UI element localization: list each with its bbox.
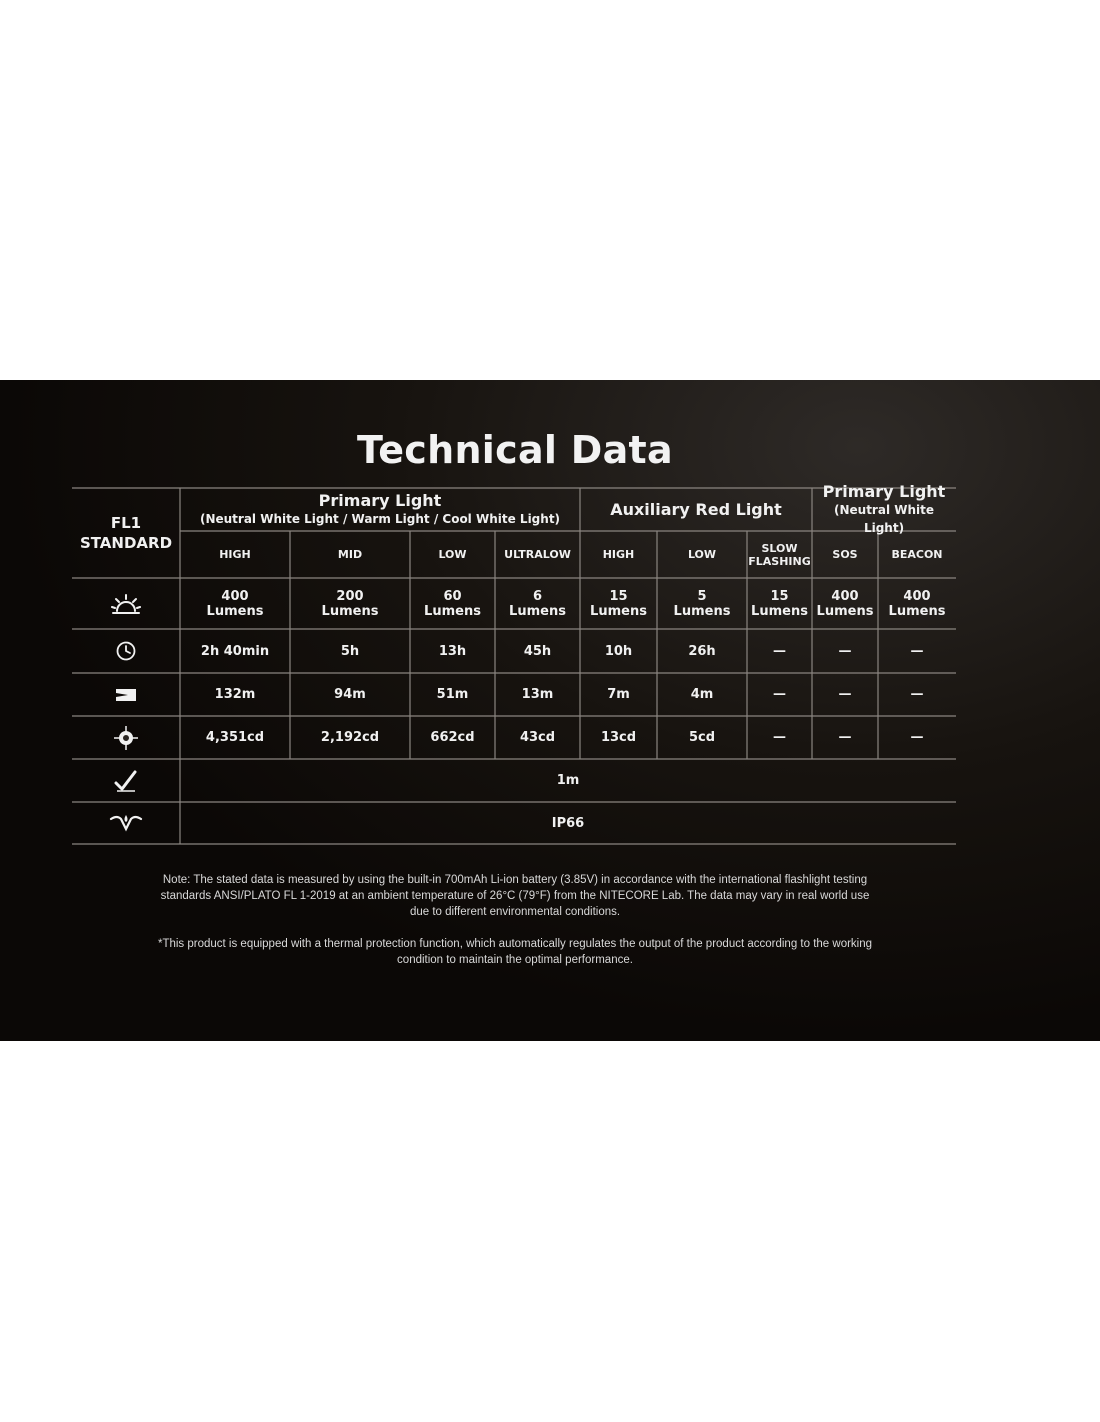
group-subtitle: (Neutral White Light)	[833, 502, 935, 535]
waterproof-icon	[72, 802, 180, 844]
table-cell: —	[910, 687, 924, 702]
thermal-protection-note: *This product is equipped with a thermal protection function, which automatically regulates the output of the product according to the working condition to maintain the optimal performance.	[157, 938, 873, 966]
table-cell: 400 Lumens	[206, 588, 264, 619]
table-cell: 200 Lumens	[321, 588, 379, 619]
waterproof-rating-value: IP66	[551, 815, 585, 831]
table-cell: 26h	[688, 643, 716, 659]
brightness-icon	[72, 578, 180, 629]
table-cell: 132m	[214, 687, 256, 702]
mode-header-ultralow: ULTRALOW	[504, 548, 571, 561]
mode-header-beacon: BEACON	[891, 548, 943, 561]
impact-resistance-value: 1m	[556, 773, 580, 788]
table-cell: 5h	[340, 643, 360, 659]
table-cell: —	[773, 687, 786, 702]
model-header	[72, 488, 180, 578]
table-cell: 13h	[438, 643, 467, 659]
table-cell: 15 Lumens	[751, 588, 808, 619]
group-header-primary-light-neutral	[812, 481, 956, 535]
table-cell: 51m	[436, 687, 469, 702]
mode-header-red-high: HIGH	[602, 548, 635, 561]
group-header-primary-light	[180, 488, 580, 531]
table-cell: 45h	[523, 643, 552, 659]
mode-header-high: HIGH	[219, 548, 251, 561]
table-cell: 662cd	[430, 730, 475, 745]
group-subtitle: (Neutral White Light / Warm Light / Cool White Light)	[199, 511, 561, 526]
table-cell: 13cd	[600, 730, 637, 745]
table-cell: —	[838, 687, 852, 702]
mode-header-mid: MID	[337, 548, 363, 561]
mode-header-low: LOW	[438, 548, 467, 561]
table-cell: 2h 40min	[200, 643, 270, 659]
intensity-icon	[72, 716, 180, 759]
table-cell: 5cd	[688, 730, 716, 745]
table-cell: 2,192cd	[320, 730, 380, 745]
technical-data-panel	[0, 380, 1100, 1041]
table-cell: 94m	[334, 687, 366, 702]
table-cell: —	[910, 730, 924, 745]
table-cell: —	[773, 730, 786, 745]
group-title: Auxiliary Red Light	[610, 499, 782, 519]
table-cell: 6 Lumens	[509, 588, 566, 619]
table-cell: 60 Lumens	[424, 588, 481, 619]
model-standard: STANDARD	[79, 534, 173, 552]
table-cell: —	[773, 643, 786, 659]
table-cell: 400 Lumens	[816, 588, 874, 619]
table-cell: 400 Lumens	[888, 588, 946, 619]
table-cell: 5 Lumens	[673, 588, 731, 619]
table-cell: —	[910, 643, 924, 659]
model-name: FL1	[110, 514, 142, 532]
mode-header-sos: SOS	[832, 548, 858, 561]
table-cell: 13m	[521, 687, 554, 702]
table-cell: —	[838, 730, 852, 745]
table-cell: 43cd	[519, 730, 556, 745]
table-cell: 7m	[607, 687, 630, 702]
page-title: Technical Data	[357, 428, 673, 472]
table-cell: —	[838, 643, 852, 659]
mode-header-red-low: LOW	[687, 548, 717, 561]
beam-distance-icon	[72, 673, 180, 716]
table-cell: 10h	[604, 643, 633, 659]
mode-header-slow-flashing: SLOW FLASHING	[748, 541, 811, 568]
group-header-auxiliary-red-light	[580, 488, 812, 531]
group-title: Primary Light	[822, 481, 946, 501]
impact-resistance-icon	[72, 759, 180, 802]
table-cell: 4,351cd	[205, 730, 265, 745]
table-cell: 4m	[690, 687, 714, 702]
clock-icon	[72, 629, 180, 673]
measurement-note: Note: The stated data is measured by using the built-in 700mAh Li-ion battery (3.85V) in accordance with the international flashlight testing standards ANSI/PLATO FL 1-2019 at an ambient temperature of 26°C (79°F) from the NITECORE Lab. The data may vary in real world use due to different environmental conditions.	[160, 874, 870, 918]
group-title: Primary Light	[318, 490, 442, 510]
table-cell: 15 Lumens	[590, 588, 647, 619]
